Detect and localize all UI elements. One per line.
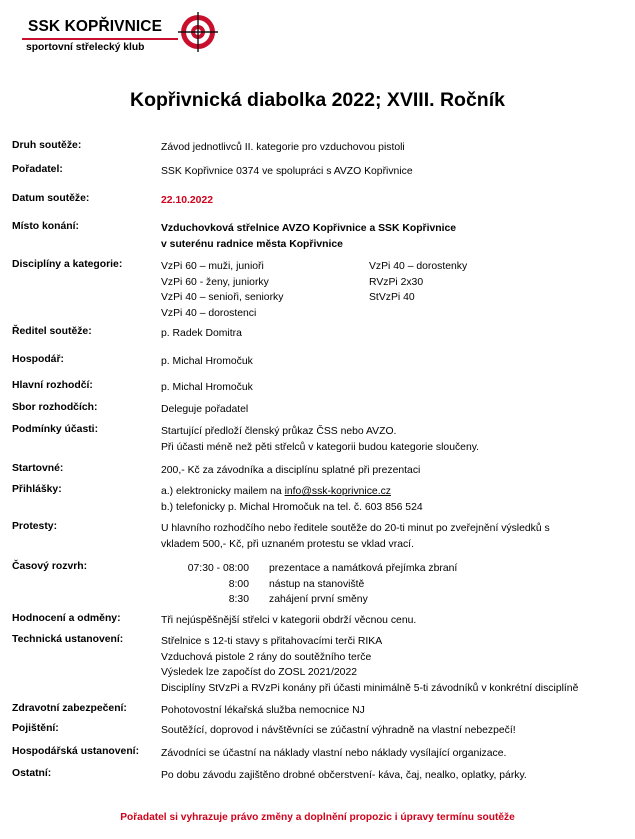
discipline-item: RVzPi 2x30 bbox=[369, 276, 424, 288]
logo-club-name: SSK KOPŘIVNICE bbox=[28, 18, 163, 35]
schedule-desc: prezentace a namátková přejímka zbraní bbox=[269, 563, 458, 574]
value: Tři nejúspěšnější střelci v kategorii obdrží věcnou cenu. bbox=[161, 615, 417, 626]
club-logo bbox=[22, 10, 222, 52]
value: p. Radek Domitra bbox=[161, 328, 242, 339]
value: 200,- Kč za závodníka a disciplínu splatné při prezentaci bbox=[161, 465, 421, 476]
value-line: b.) telefonicky p. Michal Hromočuk na tel. č. 603 856 524 bbox=[161, 501, 423, 513]
row-discipliny bbox=[12, 259, 627, 321]
value-line: v suterénu radnice města Kopřivnice bbox=[161, 238, 343, 250]
value-line: Střelnice s 12-ti stavy s přitahovacími terči RIKA bbox=[161, 636, 383, 647]
value bbox=[161, 484, 627, 515]
discipline-item: VzPi 60 - ženy, juniorky bbox=[161, 276, 269, 288]
schedule-item bbox=[161, 577, 627, 593]
discipline-item: StVzPi 40 bbox=[369, 292, 415, 303]
label: Technická ustanovení: bbox=[12, 634, 124, 645]
value-line: U hlavního rozhodčího nebo ředitele soutěže do 20-ti minut po zveřejnění výsledků s bbox=[161, 523, 550, 534]
label: Hlavní rozhodčí: bbox=[12, 380, 93, 391]
value bbox=[161, 221, 627, 252]
disciplines-col-2 bbox=[369, 259, 467, 306]
disciplines bbox=[161, 259, 627, 321]
value-line: Vzduchová pistole 2 rány do soutěžního terče bbox=[161, 651, 372, 663]
logo-subtitle: sportovní střelecký klub bbox=[26, 42, 145, 53]
value: Po dobu závodu zajištěno drobné občerstvení- káva, čaj, nealko, oplatky, párky. bbox=[161, 770, 527, 781]
value: p. Michal Hromočuk bbox=[161, 356, 253, 367]
label: Ředitel soutěže: bbox=[12, 326, 92, 337]
label: Sbor rozhodčích: bbox=[12, 402, 98, 413]
discipline-item: VzPi 40 – dorostenky bbox=[369, 261, 468, 272]
value-line: Vzduchovková střelnice AVZO Kopřivnice a SSK Kopřivnice bbox=[161, 223, 457, 234]
label: Pojištění: bbox=[12, 723, 59, 734]
value-line bbox=[161, 484, 627, 500]
label: Hospodářská ustanovení: bbox=[12, 746, 140, 757]
label: Pořadatel: bbox=[12, 164, 63, 175]
target-crosshair-icon bbox=[178, 12, 218, 52]
label: Přihlášky: bbox=[12, 484, 62, 495]
email-prefix: a.) elektronicky mailem na bbox=[161, 486, 285, 497]
value: Soutěžící, doprovod i návštěvníci se zúčastní výhradně na vlastní nebezpečí! bbox=[161, 725, 516, 736]
date-value: 22.10.2022 bbox=[161, 195, 214, 206]
label: Startovné: bbox=[12, 463, 64, 474]
row-casovy-rozvrh bbox=[12, 561, 627, 608]
value-line: Výsledek lze započíst do ZOSL 2021/2022 bbox=[161, 667, 358, 678]
email-link[interactable]: info@ssk-koprivnice.cz bbox=[284, 486, 391, 497]
schedule-desc: zahájení první směny bbox=[269, 594, 368, 605]
schedule-time: 07:30 - 08:00 bbox=[187, 563, 249, 574]
label: Datum soutěže: bbox=[12, 193, 90, 204]
label: Hospodář: bbox=[12, 354, 64, 365]
schedule-time: 8:00 bbox=[228, 578, 249, 590]
value bbox=[161, 521, 627, 552]
discipline-item: VzPi 60 – muži, junioři bbox=[161, 261, 264, 272]
value bbox=[161, 424, 627, 455]
value-line: Disciplíny StVzPi a RVzPi konány při účasti minimálně 5-ti závodníků v konkrétní disciplíně bbox=[161, 682, 579, 694]
label: Disciplíny a kategorie: bbox=[12, 259, 123, 270]
schedule bbox=[161, 561, 627, 608]
value-line: vkladem 500,- Kč, při uznaném protestu se vklad vrací. bbox=[161, 538, 414, 550]
footer-note: Pořadatel si vyhrazuje právo změny a doplnění propozic i úpravy termínu soutěže bbox=[120, 812, 515, 823]
label: Podmínky účasti: bbox=[12, 424, 99, 435]
label: Místo konání: bbox=[12, 221, 79, 232]
value: SSK Kopřivnice 0374 ve spolupráci s AVZO Kopřivnice bbox=[161, 166, 413, 177]
value bbox=[161, 634, 627, 696]
value: Deleguje pořadatel bbox=[161, 404, 249, 415]
value: Závod jednotlivců II. kategorie pro vzduchovou pistoli bbox=[161, 142, 405, 153]
page-title: Kopřivnická diabolka 2022; XVIII. Ročník bbox=[130, 89, 505, 111]
value: p. Michal Hromočuk bbox=[161, 382, 253, 393]
schedule-desc: nástup na stanoviště bbox=[269, 578, 365, 590]
value-line: Při účasti méně než pěti střelců v kategorii budou kategorie sloučeny. bbox=[161, 441, 480, 453]
schedule-time: 8:30 bbox=[228, 594, 249, 605]
label: Časový rozvrh: bbox=[12, 561, 88, 572]
schedule-item bbox=[161, 592, 627, 608]
value: Pohotovostní lékařská služba nemocnice NJ bbox=[161, 705, 365, 716]
discipline-item: VzPi 40 – senioři, seniorky bbox=[161, 292, 284, 303]
label: Ostatní: bbox=[12, 768, 52, 779]
value: Závodníci se účastní na náklady vlastní nebo náklady vysílající organizace. bbox=[161, 748, 507, 759]
label: Hodnocení a odměny: bbox=[12, 613, 121, 624]
label: Druh soutěže: bbox=[12, 140, 82, 151]
label: Protesty: bbox=[12, 521, 58, 532]
logo-underline bbox=[22, 38, 178, 40]
label: Zdravotní zabezpečení: bbox=[12, 703, 127, 714]
schedule-item bbox=[161, 561, 627, 577]
value-line: Startující předloží členský průkaz ČSS nebo AVZO. bbox=[161, 426, 397, 437]
discipline-item: VzPi 40 – dorostenci bbox=[161, 307, 257, 319]
